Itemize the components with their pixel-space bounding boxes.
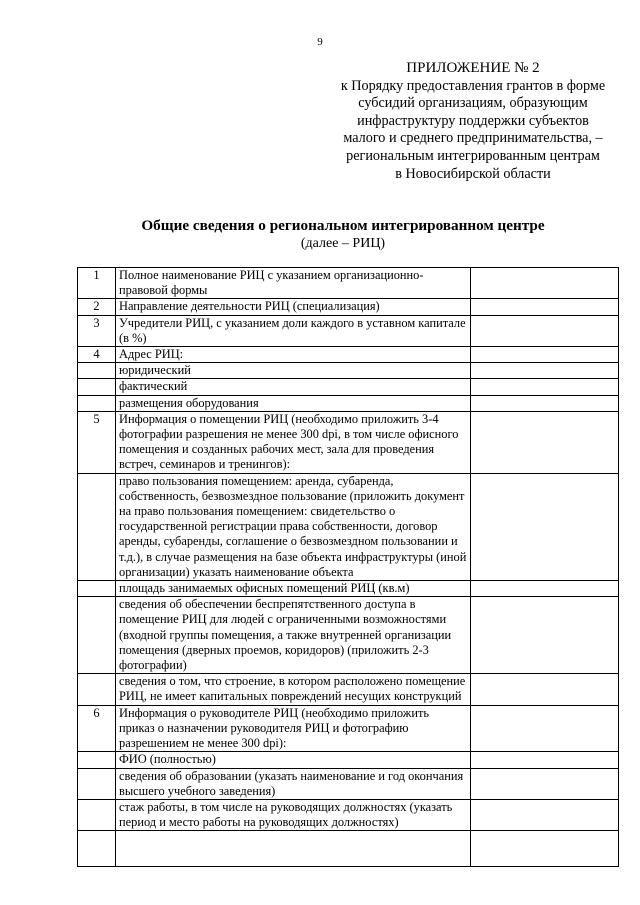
table-row [78, 473, 619, 580]
row-text: площадь занимаемых офисных помещений РИЦ (кв.м) [116, 581, 471, 597]
row-number [78, 831, 116, 867]
row-number: 5 [78, 411, 116, 473]
row-text: Учредители РИЦ, с указанием доли каждого в уставном капитале (в %) [116, 315, 471, 346]
row-number [78, 363, 116, 379]
info-table [77, 267, 619, 867]
row-number [78, 395, 116, 411]
row-text: сведения об образовании (указать наименование и год окончания высшего учебного заведения) [116, 768, 471, 799]
row-value [471, 768, 619, 799]
row-number [78, 581, 116, 597]
row-text: Направление деятельности РИЦ (специализация) [116, 299, 471, 315]
row-number [78, 597, 116, 674]
row-number [78, 674, 116, 705]
row-text: размещения оборудования [116, 395, 471, 411]
row-text: фактический [116, 379, 471, 395]
table-row [78, 395, 619, 411]
table-row [78, 799, 619, 830]
row-text: сведения о том, что строение, в котором расположено помещение РИЦ, не имеет капитальных повреждений несущих конструкций [116, 674, 471, 705]
row-number: 2 [78, 299, 116, 315]
row-text: Адрес РИЦ: [116, 347, 471, 363]
row-value [471, 752, 619, 768]
table-row [78, 268, 619, 299]
row-number: 3 [78, 315, 116, 346]
row-text: ФИО (полностью) [116, 752, 471, 768]
row-text: право пользования помещением: аренда, субаренда, собственность, безвозмездное пользование (приложить документ на право пользования помещением: свидетельство о государственной регистрации права собственности, договор аренды, субаренды, соглашение о безвозмездном пользовании и т.д.), в случае размещения на базе объекта инфраструктуры (иной организации) указать наименование объекта [116, 473, 471, 580]
appendix-line: инфраструктуру поддержки субъектов [357, 112, 589, 129]
row-value [471, 674, 619, 705]
row-text [116, 831, 471, 867]
appendix-line: региональным интегрированным центрам [346, 147, 600, 164]
row-value [471, 411, 619, 473]
row-value [471, 268, 619, 299]
page-number: 9 [317, 36, 323, 48]
document-title [0, 216, 640, 252]
table-row [78, 768, 619, 799]
table-row [78, 363, 619, 379]
row-value [471, 395, 619, 411]
row-text: юридический [116, 363, 471, 379]
appendix-header [320, 60, 626, 183]
row-number [78, 473, 116, 580]
table-row [78, 674, 619, 705]
row-number: 1 [78, 268, 116, 299]
table-row [78, 411, 619, 473]
document-title-sub: (далее – РИЦ) [300, 236, 386, 251]
row-value [471, 831, 619, 867]
table-row [78, 581, 619, 597]
appendix-line: субсидий организациям, образующим [358, 95, 588, 112]
table-row [78, 315, 619, 346]
appendix-line: малого и среднего предпринимательства, – [343, 130, 603, 147]
table-row [78, 597, 619, 674]
appendix-line: к Порядку предоставления грантов в форме [340, 77, 606, 94]
row-number: 6 [78, 705, 116, 752]
row-value [471, 299, 619, 315]
row-value [471, 363, 619, 379]
row-text: Информация о руководителе РИЦ (необходимо приложить приказ о назначении руководителя РИЦ и фотографию разрешением не менее 300 dpi): [116, 705, 471, 752]
document-title-main: Общие сведения о региональном интегрированном центре [141, 217, 545, 234]
row-number [78, 379, 116, 395]
row-value [471, 379, 619, 395]
row-text: стаж работы, в том числе на руководящих должностях (указать период и место работы на руководящих должностях) [116, 799, 471, 830]
table-row [78, 752, 619, 768]
row-number [78, 799, 116, 830]
row-number [78, 752, 116, 768]
row-value [471, 799, 619, 830]
row-text: сведения об обеспечении беспрепятственного доступа в помещение РИЦ для людей с ограниченными возможностями (входной группы помещения, а также внутренней организации помещения (дверных проемов, коридоров) (приложить 2-3 фотографии) [116, 597, 471, 674]
table-row [78, 347, 619, 363]
row-text: Информация о помещении РИЦ (необходимо приложить 3-4 фотографии разрешения не менее 300 dpi, в том числе офисного помещения и созданных рабочих мест, зала для проведения встреч, семинаров и тренингов): [116, 411, 471, 473]
table-row [78, 379, 619, 395]
row-value [471, 473, 619, 580]
row-text: Полное наименование РИЦ с указанием организационно-правовой формы [116, 268, 471, 299]
appendix-line: в Новосибирской области [395, 165, 551, 182]
row-number [78, 768, 116, 799]
row-value [471, 315, 619, 346]
table-row [78, 831, 619, 867]
table-row [78, 299, 619, 315]
row-value [471, 597, 619, 674]
appendix-title: ПРИЛОЖЕНИЕ № 2 [406, 60, 540, 76]
row-number: 4 [78, 347, 116, 363]
table-row [78, 705, 619, 752]
row-value [471, 347, 619, 363]
row-value [471, 581, 619, 597]
row-value [471, 705, 619, 752]
